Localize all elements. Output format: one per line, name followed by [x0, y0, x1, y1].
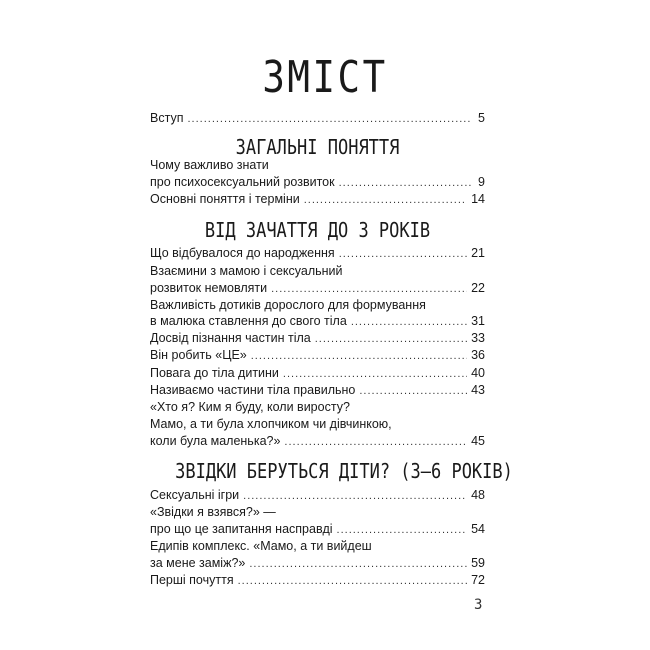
- page-number: 48: [471, 488, 485, 502]
- page-number: 36: [471, 348, 485, 362]
- leader-dots: [251, 350, 467, 362]
- toc-entry-line: [150, 158, 485, 176]
- leader-dots: [243, 490, 467, 502]
- toc-entry: [150, 383, 485, 401]
- entry-title: коли була маленька?»: [150, 434, 281, 448]
- leader-dots: [271, 283, 467, 295]
- entry-title: про психосексуальний розвиток: [150, 175, 335, 189]
- toc-entry: [150, 175, 485, 193]
- leader-dots: [339, 177, 471, 189]
- leader-dots: [284, 436, 467, 448]
- entry-title: Едипів комплекс. «Мамо, а ти вийдеш: [150, 539, 372, 553]
- leader-dots: [187, 113, 471, 125]
- leader-dots: [249, 558, 467, 570]
- entry-title: «Звідки я взявся?» —: [150, 505, 276, 519]
- entry-title: Чому важливо знати: [150, 158, 269, 172]
- leader-dots: [238, 575, 468, 587]
- toc-entry: [150, 331, 485, 349]
- folio-page-number: 3: [474, 597, 483, 613]
- toc-entry: [150, 246, 485, 264]
- entry-title: Взаємини з мамою і сексуальний: [150, 264, 343, 278]
- leader-dots: [339, 248, 467, 260]
- leader-dots: [359, 385, 467, 397]
- entry-title: Досвід пізнання частин тіла: [150, 331, 311, 345]
- entry-title: за мене заміж?»: [150, 556, 246, 570]
- toc-entry: [150, 434, 485, 452]
- entry-title: Основні поняття і терміни: [150, 192, 300, 206]
- entry-title: Що відбувалося до народження: [150, 246, 335, 260]
- page-number: 59: [471, 556, 485, 570]
- entry-title: Сексуальні ігри: [150, 488, 240, 502]
- toc-entry-line: [150, 539, 485, 557]
- entry-title: про що це запитання насправді: [150, 522, 333, 536]
- entry-title: Він робить «ЦЕ»: [150, 348, 247, 362]
- entry-title: Перші почуття: [150, 573, 234, 587]
- entry-title: Важливість дотиків дорослого для формування: [150, 298, 426, 312]
- entry-title: «Хто я? Ким я буду, коли виросту?: [150, 400, 350, 414]
- page-number: 31: [471, 314, 485, 328]
- toc-entry: [150, 488, 485, 506]
- leader-dots: [351, 316, 467, 328]
- leader-dots: [315, 333, 467, 345]
- page-number: 5: [478, 111, 485, 125]
- toc-entry: [150, 366, 485, 384]
- toc-entry: [150, 192, 485, 210]
- page-number: 22: [471, 281, 485, 295]
- entry-title: Називаємо частини тіла правильно: [150, 383, 356, 397]
- toc-entry-line: [150, 417, 485, 435]
- page-title: ЗМІСТ: [262, 52, 388, 103]
- section-heading: ЗВІДКИ БЕРУТЬСЯ ДІТИ? (3—6 РОКІВ): [175, 459, 513, 483]
- page-number: 40: [471, 366, 485, 380]
- toc-entry: [150, 281, 485, 299]
- page-number: 33: [471, 331, 485, 345]
- page-number: 14: [471, 192, 485, 206]
- toc-entry: [150, 573, 485, 591]
- toc-entry: [150, 111, 485, 129]
- toc-entry: [150, 314, 485, 332]
- page-number: 54: [471, 522, 485, 536]
- page-number: 21: [471, 246, 485, 260]
- section-heading: ВІД ЗАЧАТТЯ ДО 3 РОКІВ: [204, 218, 431, 242]
- page-number: 9: [478, 175, 485, 189]
- entry-title: Вступ: [150, 111, 184, 125]
- section-heading: ЗАГАЛЬНІ ПОНЯТТЯ: [235, 135, 400, 159]
- toc-entry: [150, 556, 485, 574]
- toc-entry: [150, 348, 485, 366]
- toc-entry-line: [150, 505, 485, 523]
- toc-entry-line: [150, 264, 485, 282]
- page-number: 72: [471, 573, 485, 587]
- entry-title: розвиток немовляти: [150, 281, 268, 295]
- leader-dots: [283, 368, 467, 380]
- entry-title: Мамо, а ти була хлопчиком чи дівчинкою,: [150, 417, 392, 431]
- entry-title: в малюка ставлення до свого тіла: [150, 314, 347, 328]
- toc-entry: [150, 522, 485, 540]
- toc-entry-line: [150, 400, 485, 418]
- page-number: 43: [471, 383, 485, 397]
- leader-dots: [304, 194, 467, 206]
- entry-title: Повага до тіла дитини: [150, 366, 279, 380]
- leader-dots: [337, 524, 468, 536]
- page-number: 45: [471, 434, 485, 448]
